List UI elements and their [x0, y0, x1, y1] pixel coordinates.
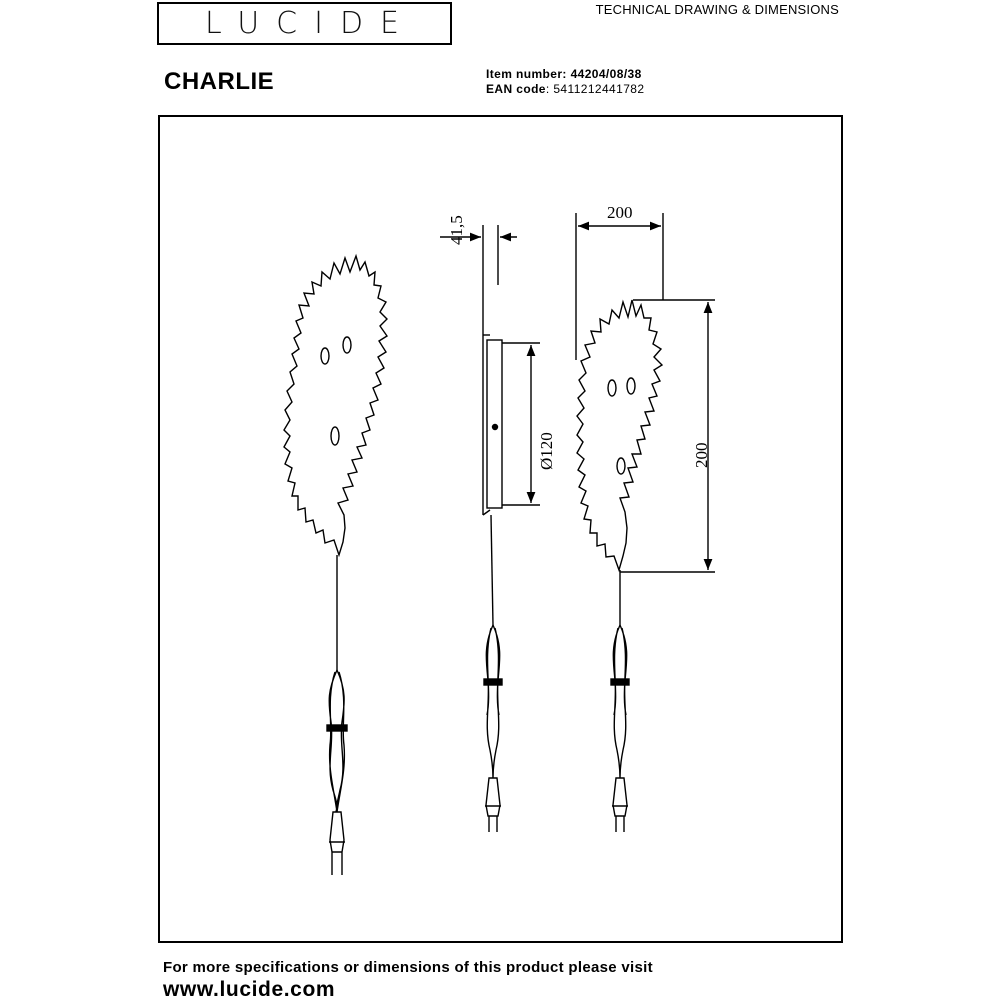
- document-type-label: TECHNICAL DRAWING & DIMENSIONS: [595, 2, 839, 17]
- nose-front: [331, 427, 339, 445]
- cable-side: [491, 515, 493, 625]
- cable-tie-right: [611, 679, 629, 685]
- item-number-line: Item number: 44204/08/38: [486, 67, 642, 81]
- side-view: [440, 225, 540, 832]
- ean-line: EAN code: 5411212441782: [486, 82, 645, 96]
- footer-note: For more specifications or dimensions of this product please visit: [163, 959, 653, 976]
- website-link[interactable]: www.lucide.com: [163, 978, 336, 1001]
- height-dimension: 200: [692, 442, 711, 468]
- eye-right-front: [343, 337, 351, 353]
- eye-left-front: [321, 348, 329, 364]
- brand-wordmark: LUCIDE: [204, 6, 417, 41]
- plug-right: [612, 778, 628, 832]
- coiled-cable-side: [486, 625, 499, 778]
- diameter-dimension: Ø120: [537, 432, 556, 470]
- hedgehog-outline-right: [577, 300, 662, 570]
- depth-dimension: 41,5: [447, 215, 466, 245]
- coiled-cable-front: [329, 670, 344, 812]
- item-number: 44204/08/38: [570, 67, 642, 81]
- ean-code: 5411212441782: [553, 82, 645, 96]
- cable-tie-side: [484, 679, 502, 685]
- eye-left-right: [608, 380, 616, 396]
- side-screw: [493, 425, 498, 430]
- plug-side: [485, 778, 501, 832]
- width-dimension: 200: [607, 203, 633, 222]
- coiled-cable-right: [613, 625, 626, 778]
- eye-right-right: [627, 378, 635, 394]
- right-view: [576, 213, 715, 832]
- product-name: CHARLIE: [164, 68, 275, 95]
- cable-tie-front: [327, 725, 347, 731]
- plug-front: [329, 812, 345, 875]
- hedgehog-outline-front: [284, 256, 387, 555]
- front-view: [284, 256, 387, 875]
- nose-right: [617, 458, 625, 474]
